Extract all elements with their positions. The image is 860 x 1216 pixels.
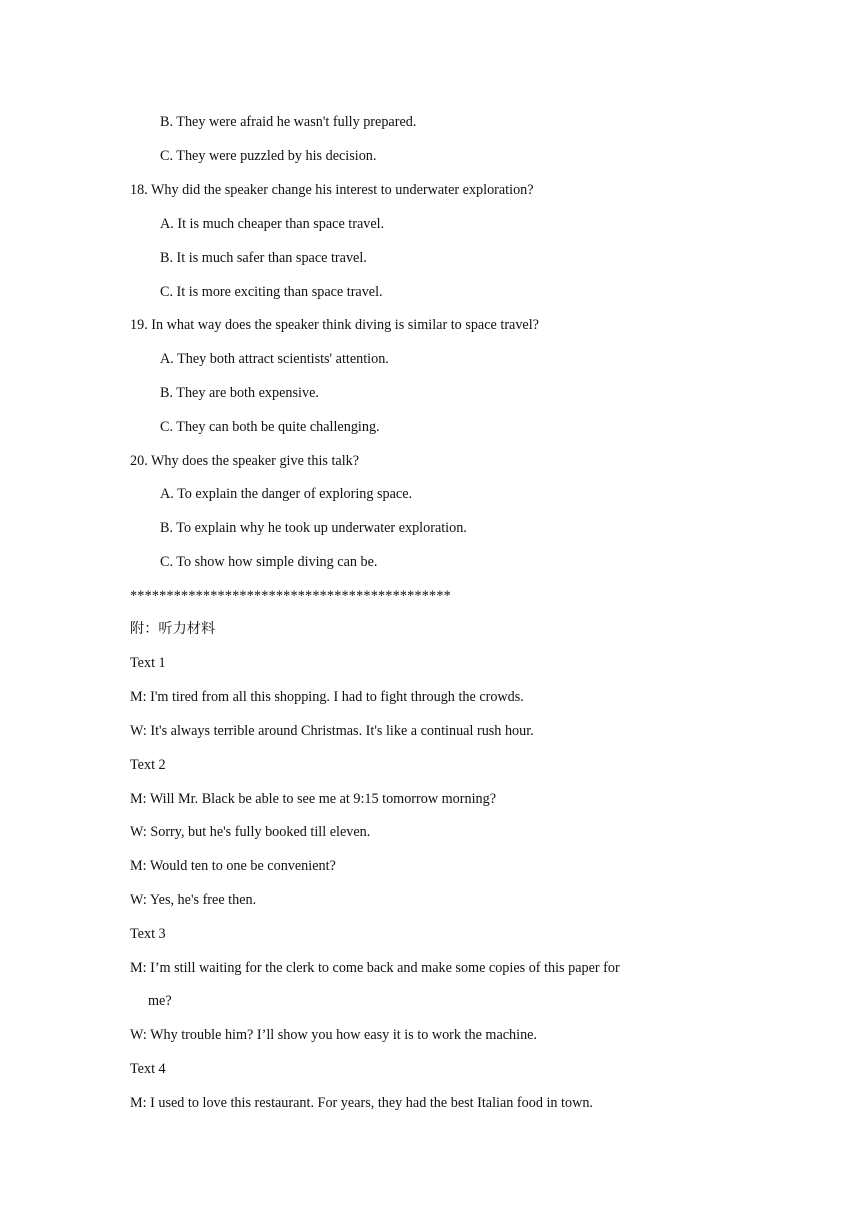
text2-line-m1: M: Will Mr. Black be able to see me at 9:15 tomorrow morning?	[130, 791, 496, 807]
q18-stem: 18. Why did the speaker change his interest to underwater exploration?	[130, 182, 534, 198]
text2-line-w1: W: Sorry, but he's fully booked till eleven.	[130, 824, 371, 840]
text4-title: Text 4	[130, 1061, 166, 1077]
q17-option-c: C. They were puzzled by his decision.	[160, 148, 377, 164]
text2-title: Text 2	[130, 757, 166, 773]
q18-option-c: C. It is more exciting than space travel.	[160, 284, 383, 300]
q20-option-b: B. To explain why he took up underwater exploration.	[160, 520, 467, 536]
text3-title: Text 3	[130, 926, 166, 942]
q17-option-b: B. They were afraid he wasn't fully prepared.	[160, 114, 417, 130]
text2-line-m2: M: Would ten to one be convenient?	[130, 858, 336, 874]
section-divider: ********************************************	[130, 588, 451, 604]
text3-line-w1: W: Why trouble him? I’ll show you how easy it is to work the machine.	[130, 1027, 538, 1043]
q19-option-a: A. They both attract scientists' attention.	[160, 351, 389, 367]
q18-option-b: B. It is much safer than space travel.	[160, 250, 367, 266]
q20-option-a: A. To explain the danger of exploring space.	[160, 486, 413, 502]
q19-option-b: B. They are both expensive.	[160, 385, 319, 401]
appendix-heading: 附：听力材料	[130, 621, 216, 637]
text1-title: Text 1	[130, 655, 166, 671]
text3-line-m1: M: I’m still waiting for the clerk to come back and make some copies of this paper for	[130, 960, 620, 976]
q19-option-c: C. They can both be quite challenging.	[160, 419, 380, 435]
text3-line-m1-continued: me?	[148, 993, 172, 1009]
text2-line-w2: W: Yes, he's free then.	[130, 892, 257, 908]
q20-option-c: C. To show how simple diving can be.	[160, 554, 378, 570]
text1-line-w1: W: It's always terrible around Christmas. It's like a continual rush hour.	[130, 723, 534, 739]
text4-line-m1: M: I used to love this restaurant. For years, they had the best Italian food in town.	[130, 1095, 593, 1111]
q18-option-a: A. It is much cheaper than space travel.	[160, 216, 385, 232]
q19-stem: 19. In what way does the speaker think diving is similar to space travel?	[130, 317, 539, 333]
text1-line-m1: M: I'm tired from all this shopping. I had to fight through the crowds.	[130, 689, 524, 705]
q20-stem: 20. Why does the speaker give this talk?	[130, 453, 360, 469]
